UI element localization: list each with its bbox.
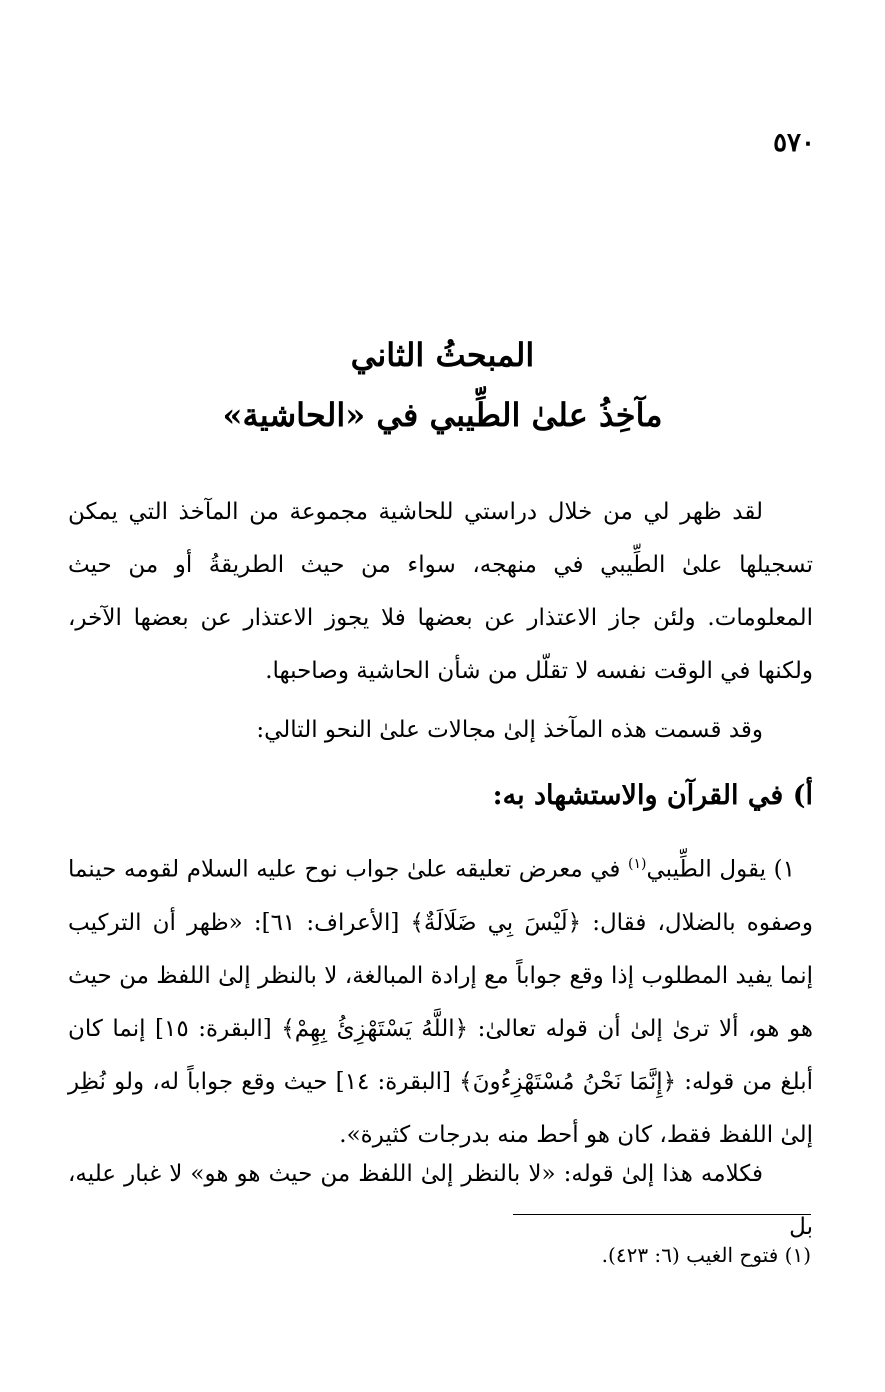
paragraph-division: وقد قسمت هذه المآخذ إلىٰ مجالات علىٰ النحو التالي: bbox=[256, 717, 763, 743]
paragraph-point-1-start: ١) يقول الطِّيبي bbox=[646, 856, 795, 883]
footnote-1: (١) فتوح الغيب (٦: ٤٢٣). bbox=[601, 1243, 811, 1267]
paragraph-point-1-rest: في معرض تعليقه علىٰ جواب نوح عليه السلام لقومه حينما وصفوه بالضلال، فقال: ﴿لَيْسَ بِي ضَلَالَةٌ﴾ [الأعراف: ٦١]: «ظهر أن التركيب إنما يفيد المطلوب إذا وقع جواباً مع إرادة المبالغة، لا بالنظر إلىٰ اللفظ من حيث هو هو، ألا ترىٰ إلىٰ أن قوله تعالىٰ: ﴿اللَّهُ يَسْتَهْزِئُ بِهِمْ﴾ [البقرة: ١٥] إنما كان أبلغ من قوله: ﴿إِنَّمَا نَحْنُ مُسْتَهْزِءُونَ﴾ [البقرة: ١٤] حيث وقع جواباً له، ولو نُظِر إلىٰ اللفظ فقط، كان هو أحط منه بدرجات كثيرة». bbox=[68, 856, 814, 1148]
chapter-title: المبحثُ الثاني bbox=[350, 336, 535, 374]
footnote-reference: (١) bbox=[628, 856, 647, 872]
section-heading-a: أ) في القرآن والاستشهاد به: bbox=[492, 780, 813, 811]
paragraph-intro: لقد ظهر لي من خلال دراستي للحاشية مجموعة من المآخذ التي يمكن تسجيلها علىٰ الطِّيبي في منهجه، سواء من حيث الطريقةُ أو من حيث المعلومات. ولئن جاز الاعتذار عن بعضها فلا يجوز الاعتذار عن بعضها الآخر، ولكنها في الوقت نفسه لا تقلّل من شأن الحاشية وصاحبها. bbox=[68, 499, 813, 684]
page-number: ٥٧٠ bbox=[773, 128, 815, 158]
paragraph-point-1 bbox=[68, 838, 813, 1162]
paragraph-continuation: فكلامه هذا إلىٰ قوله: «لا بالنظر إلىٰ اللفظ من حيث هو هو» لا غبار عليه، بل bbox=[68, 1161, 813, 1240]
chapter-subtitle: مآخِذُ علىٰ الطِّيبي في «الحاشية» bbox=[222, 396, 663, 434]
footnote-divider bbox=[513, 1214, 811, 1215]
